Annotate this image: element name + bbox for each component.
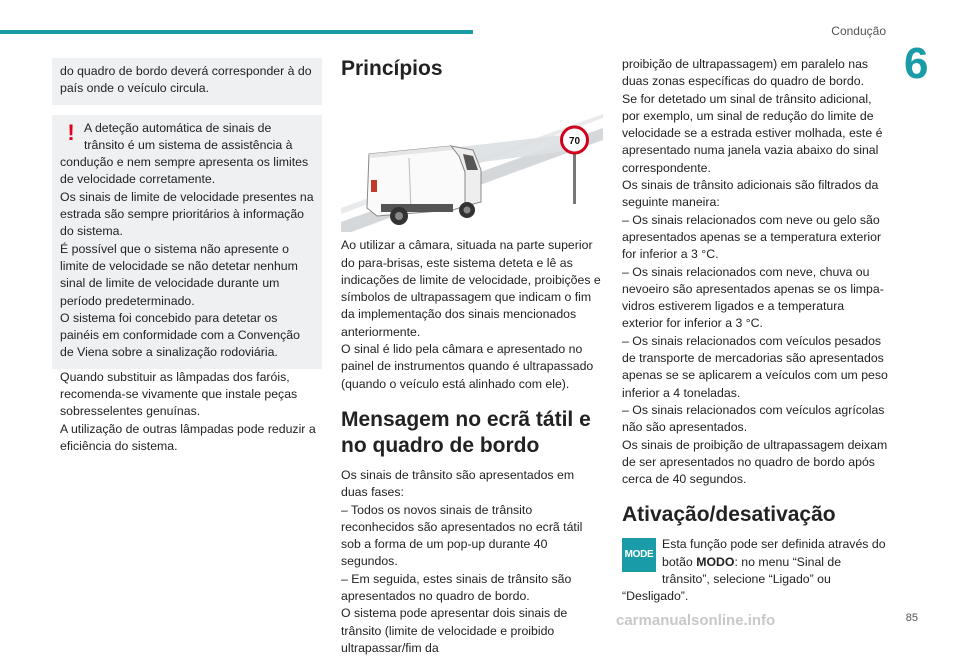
activation-text [622, 536, 888, 605]
warning-box [52, 115, 322, 369]
column-left [60, 58, 322, 455]
warning-text: A deteção automática de sinais de trânsito é um sistema de assistência à condução e nem sempre apresenta os limites de velocidade corretamente. Os sinais de limite de velocidade presentes na estrada são sempre prioritários à informação do sistema. É possível que o sistema não apresente o limite de velocidade se não detetar nenhum sinal de limite de velocidade durante um período predeterminado. O sistema foi concebido para detetar os painéis em conformidade com a Convenção de Viena sobre a sinalização rodoviária. [60, 120, 314, 360]
column-right [622, 56, 888, 606]
activation-row [622, 536, 888, 605]
van-camera-illustration [341, 110, 603, 232]
heading-mensagem: Mensagem no ecrã tátil e no quadro de bordo [341, 407, 591, 457]
watermark: carmanualsonline.info [616, 612, 776, 629]
page-number: 85 [905, 612, 918, 624]
activation-text-b: : no menu “Sinal de trânsito”, selecione “Ligado” ou “Desligado”. [622, 554, 842, 604]
mode-button-icon: MODE [622, 538, 656, 572]
warning-icon: ! [67, 119, 75, 145]
chapter-number: 6 [904, 39, 929, 88]
display-phases-text: Os sinais de trânsito são apresentados em duas fases: – Todos os novos sinais de trânsito reconhecidos são apresentados no ecrã tátil sob a forma de um pop-up durante 40 segundos. – Em seguida, estes sinais de trânsito são apresentados no quadro de bordo. O sistema pode apresentar dois sinais de trânsito (limite de velocidade e proibido ultrapassar/fim da [341, 467, 583, 655]
additional-signs-text: proibição de ultrapassagem) em paralelo nas duas zonas específicas do quadro de bordo. Se for detetado um sinal de trânsito adicional, por exemplo, um sinal de redução do limite de velocidade se a estrada estiver molhada, este é apresentado numa janela vazia abaixo do sinal correspondente. Os sinais de trânsito adicionais são filtrados da seguinte maneira: – Os sinais relacionados com neve ou gelo são apresentados apenas se a temperatura exterior for inferior a 3 °C. – Os sinais relacionados com neve, chuva ou nevoeiro são apresentados apenas se os limpa-vidros estiverem ligados e a temperatura exterior for inferior a 3 °C. – Os sinais relacionados com veículos pesados de transporte de mercadorias são apresentados apenas se se aplicarem a veículos com um peso inferior a 4 toneladas. – Os sinais relacionados com veículos agrícolas não são apresentados. Os sinais de proibição de ultrapassagem deixam de ser apresentados no quadro de bordo após cerca de 40 segundos. [622, 57, 888, 487]
principles-text: Ao utilizar a câmara, situada na parte superior do para-brisas, este sistema deteta e lê as indicações de limite de velocidade, proibições e símbolos de ultrapassagem que indicam o fim da implementação dos sinais mencionados anteriormente. O sinal é lido pela câmara e apresentado no painel de instrumentos quando é ultrapassado (quando o veículo está alinhado com ele). [341, 238, 601, 391]
heading-principios: Princípios [341, 57, 443, 80]
activation-text-a: Esta função pode ser definida através do botão [662, 537, 886, 569]
mode-label: MODO [696, 554, 735, 569]
heading-ativacao: Ativação/desativação [622, 503, 836, 527]
bulb-replacement-text: Quando substituir as lâmpadas dos faróis, recomenda-se vivamente que instale peças sobresselentes genuínas. A utilização de outras lâmpadas pode reduzir a eficiência do sistema. [60, 369, 316, 453]
header-accent-bar [0, 30, 473, 34]
speed-sign-value: 70 [568, 136, 581, 147]
section-title: Condução [831, 24, 886, 38]
note-text: do quadro de bordo deverá corresponder à do país onde o veículo circula. [60, 64, 312, 96]
column-middle [341, 52, 603, 657]
note-box [52, 58, 322, 105]
